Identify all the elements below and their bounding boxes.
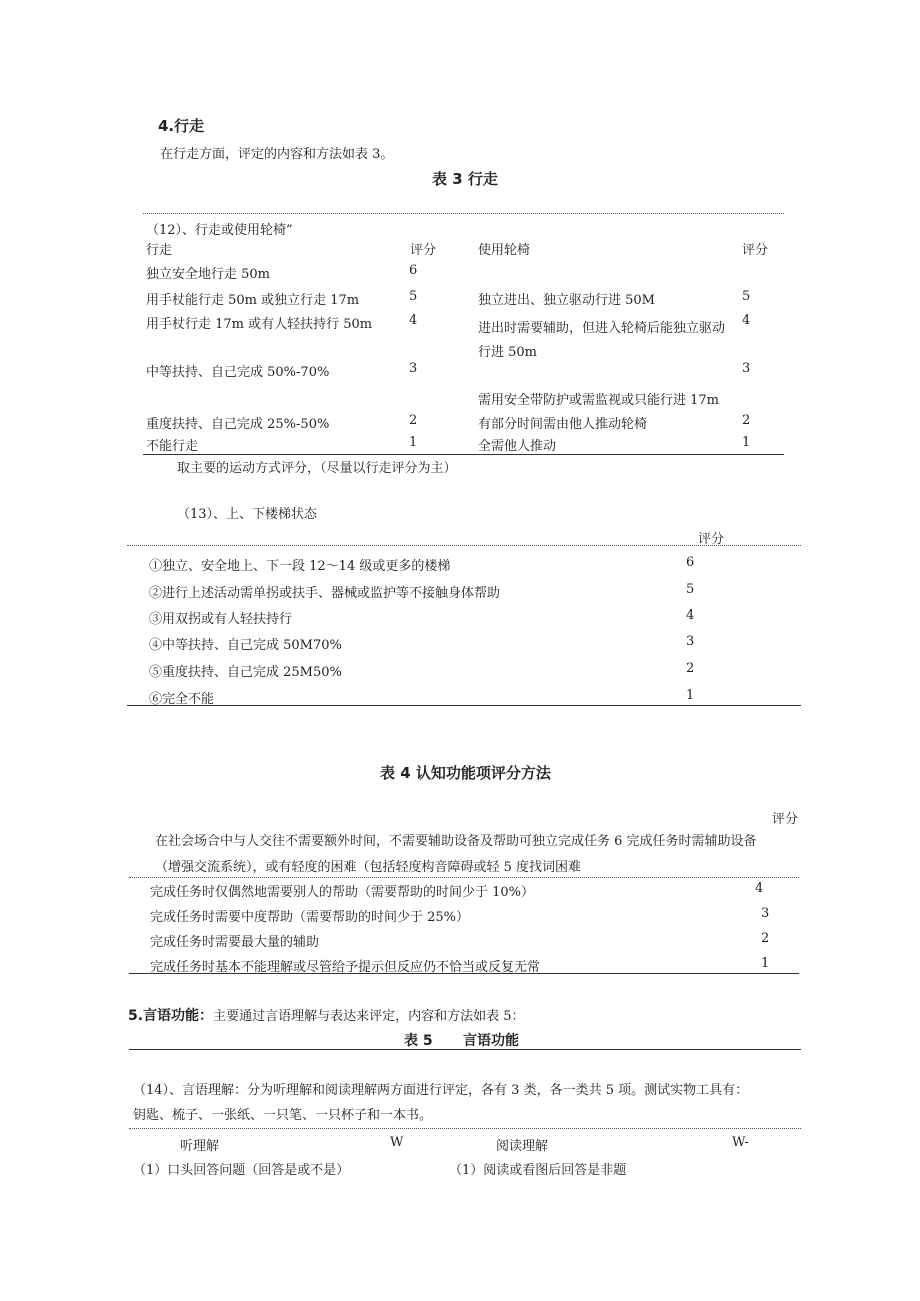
table-3-cell: 4 [742,313,751,328]
table-13-row-score: 3 [686,634,695,649]
table-13-item-title: （13）、上、下楼梯状态 [177,507,318,522]
table-3-cell: 重度扶持、自己完成 25%-50% [146,417,330,432]
table-5-paragraph: 钥匙、梳子、一张纸、一只笔、一只杯子和一本书。 [133,1108,433,1123]
table-13-row-score: 2 [686,661,695,676]
table-13-row-text: ④中等扶持、自己完成 50M70% [149,638,342,653]
table-3-cell: 中等扶持、自己完成 50%-70% [146,365,330,380]
table-5-row-read: （1）阅读或看图后回答是非题 [449,1163,627,1178]
table-13-row-score: 1 [686,688,695,703]
table-5-paragraph: （14）、言语理解：分为听理解和阅读理解两方面进行评定，各有 3 类，各一类共 5 项。测试实物工具有： [133,1083,749,1098]
table-5-header-read: 阅读理解 [496,1139,549,1154]
table-3-cell: 5 [742,289,751,304]
table-3-cell: 有部分时间需由他人推动轮椅 [478,417,648,432]
table-3-cell: 1 [409,435,418,450]
table-4-title: 表 4 认知功能项评分方法 [380,764,551,782]
section-4-heading: 4.行走 [158,117,205,135]
table-3-cell: 2 [742,413,751,428]
table-3-cell: 4 [409,313,418,328]
section-5-line [128,1005,524,1025]
table-13-row-score: 5 [686,582,695,597]
table-4-rule [129,877,799,878]
table-5-row-listen: （1）口头回答问题（回答是或不是） [133,1163,350,1178]
section-5-intro: 主要通过言语理解与表达来评定，内容和方法如表 5： [213,1009,525,1024]
section-4-intro: 在行走方面，评定的内容和方法如表 3。 [160,147,394,162]
table-4-row-score: 4 [755,881,764,896]
table-3-cell: 需用安全带防护或需监视或只能行进 17m [478,393,720,408]
table-3-cell: 独立进出、独立驱动行进 50M [478,293,655,308]
table-5-header-listen: 听理解 [180,1139,220,1154]
table-3-cell: 3 [742,361,751,376]
table-13-header-score: 评分 [698,532,725,547]
table-4-bottom-rule [129,973,799,974]
table-3-cell: 独立安全地行走 50m [146,267,271,282]
table-4-row-text: 完成任务时仅偶然地需要别人的帮助（需要帮助的时间少于 10%） [150,885,535,900]
table-5-top-rule [129,1049,801,1050]
table-3-title: 表 3 行走 [432,170,498,188]
table-13-top-rule [127,545,801,546]
table-3-header-wheelchair: 使用轮椅 [478,243,531,258]
table-3-cell: 用手杖行走 17m 或有人轻扶持行 50m [146,317,373,332]
table-3-cell: 1 [742,435,751,450]
table-13-row-text: ①独立、安全地上、下一段 12～14 级或更多的楼梯 [149,559,451,574]
table-3-item-title: （12）、行走或使用轮椅” [146,223,293,238]
table-4-row-text: （增强交流系统），或有轻度的困难（包括轻度构音障碍或轻 5 度找词困难 [155,860,582,875]
table-13-row-score: 6 [686,555,695,570]
table-4-row-text: 完成任务时需要中度帮助（需要帮助的时间少于 25%） [150,910,470,925]
table-3-cell: 用手杖能行走 50m 或独立行走 17m [146,293,360,308]
table-5-header-w: W [390,1135,404,1150]
table-3-note: 取主要的运动方式评分，（尽量以行走评分为主） [177,461,457,476]
table-5-header-w2: W- [732,1135,749,1150]
table-3-cell: 3 [409,361,418,376]
table-3-cell: 不能行走 [146,439,199,454]
table-3-bottom-rule [143,454,784,455]
table-13-row-text: ⑤重度扶持、自己完成 25M50% [149,665,342,680]
table-3-cell: 2 [409,413,418,428]
table-3-cell: 6 [409,263,418,278]
section-5-heading: 5.言语功能： [128,1008,214,1024]
table-3-cell: 5 [409,289,418,304]
table-3-cell: 进出时需要辅助，但进入轮椅后能独立驱动 [478,321,726,336]
table-13-row-score: 4 [686,608,695,623]
table-4-row-score: 3 [761,906,770,921]
table-4-header-score: 评分 [772,812,799,827]
table-13-row-text: ⑥完全不能 [149,692,215,707]
table-3-header-score-2: 评分 [742,243,769,258]
table-3-cell: 全需他人推动 [478,439,557,454]
table-3-cell: 行进 50m [478,345,538,360]
table-3-header-walk: 行走 [146,243,173,258]
table-3-header-score: 评分 [410,243,437,258]
table-13-row-text: ②进行上述活动需单拐或扶手、器械或监护等不接触身体帮助 [149,586,501,601]
table-4-row-text: 完成任务时需要最大量的辅助 [150,935,320,950]
table-5-rule [129,1128,801,1129]
table-13-bottom-rule [127,705,801,706]
table-5-title: 言语功能 [463,1033,519,1049]
table-4-row-score: 1 [761,956,770,971]
table-4-row-text: 完成任务时基本不能理解或尽管给予提示但反应仍不恰当或反复无常 [150,960,541,975]
table-3-top-rule [143,213,784,214]
table-5-title-number: 表 5 [404,1033,433,1049]
table-4-row-text: 在社会场合中与人交往不需要额外时间，不需要辅助设备及帮助可独立完成任务 6 完成任务时需辅助设备 [155,834,757,849]
table-4-row-score: 2 [761,931,770,946]
table-13-row-text: ③用双拐或有人轻扶持行 [149,612,293,627]
